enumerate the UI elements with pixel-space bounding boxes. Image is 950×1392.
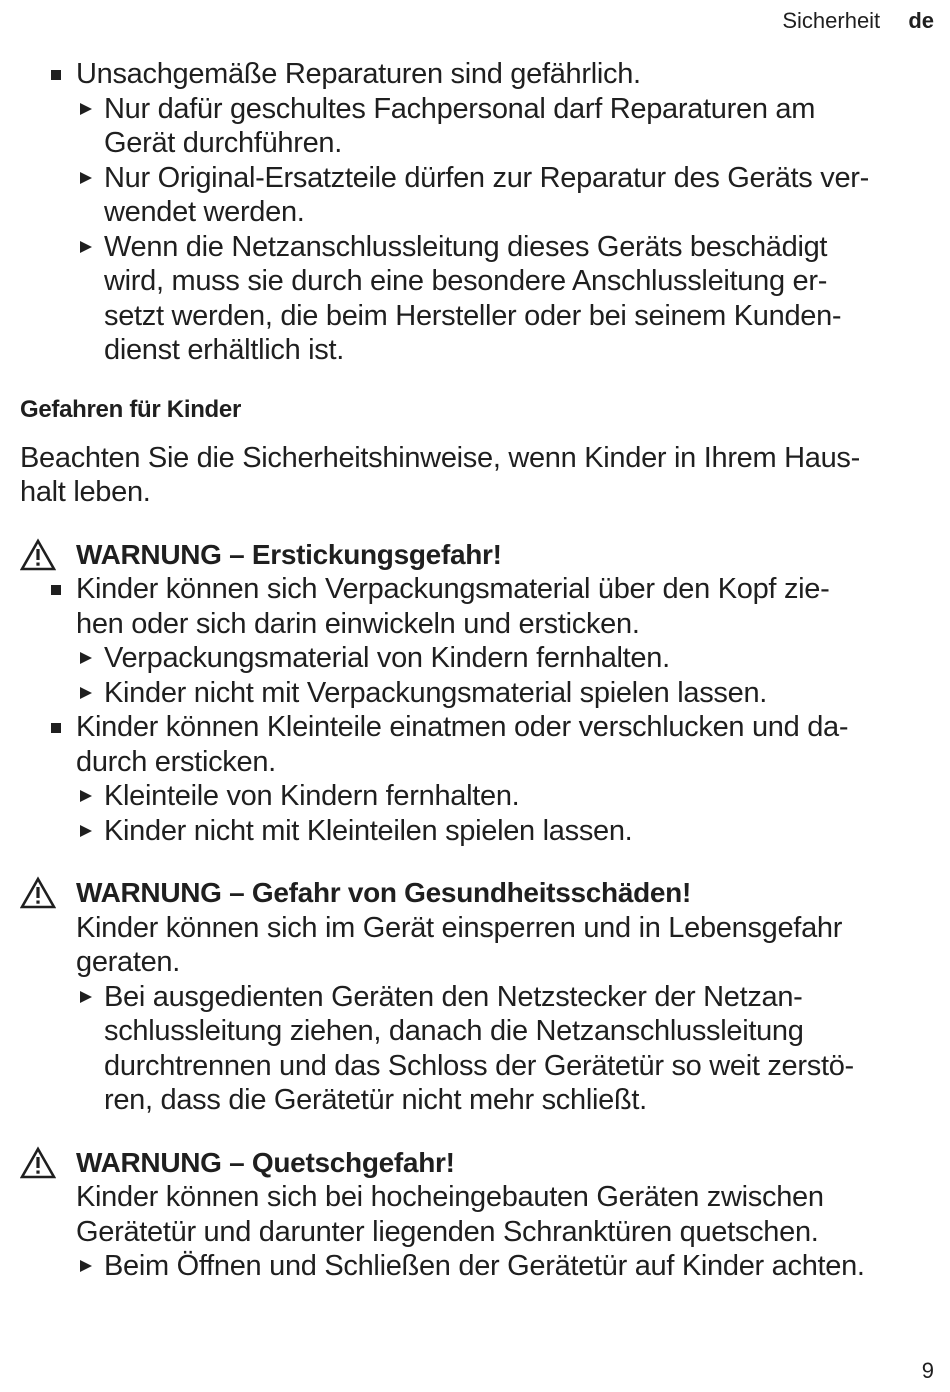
instruction-step [20,779,935,814]
warning-triangle-icon [20,876,76,911]
text-line: durchtrennen und das Schloss der Gerätetür so weit zerstö- [104,1049,854,1082]
step-text: Verpackungsmaterial von Kindern fernhalten. [104,642,670,674]
step-text: Kinder nicht mit Verpackungsmaterial spielen lassen. [104,676,768,709]
bullet-item [20,572,935,641]
page-header [782,8,934,34]
warning-triangle-icon [20,538,76,573]
instruction-step [20,676,935,711]
triangle-arrow-icon [20,1249,104,1284]
triangle-arrow-icon [20,676,104,711]
text-line: Nur dafür geschultes Fachpersonal darf Reparaturen am [104,92,816,125]
text-line: Kinder können sich Verpackungsmaterial über den Kopf zie- [76,573,830,605]
triangle-arrow-icon [20,779,104,814]
triangle-arrow-icon [20,814,104,849]
page-number: 9 [921,1358,934,1383]
text-line: geraten. [76,946,181,978]
triangle-arrow-icon [20,230,104,265]
instruction-step [20,1249,935,1284]
text-line: ren, dass die Gerätetür nicht mehr schließt. [104,1084,647,1116]
text-line: Wenn die Netzanschlussleitung dieses Geräts beschädigt [104,230,828,263]
triangle-arrow-icon [20,161,104,196]
bullet-item [20,710,935,779]
warning-heading [20,876,935,911]
text-line: halt leben. [20,476,151,508]
instruction-step [20,92,935,161]
section-heading: Gefahren für Kinder [20,395,241,423]
warning-description [20,1180,935,1249]
instruction-step [20,980,935,1118]
text-line: durch ersticken. [76,745,276,778]
instruction-step [20,641,935,676]
text-line: dienst erhältlich ist. [104,334,345,366]
section-title: Sicherheit [782,8,881,33]
instruction-step [20,814,935,849]
instruction-step [20,161,935,230]
step-text: Beim Öffnen und Schließen der Gerätetür auf Kinder achten. [104,1250,865,1282]
page-content [20,57,935,1284]
step-text: Kleinteile von Kindern fernhalten. [104,780,520,812]
triangle-arrow-icon [20,92,104,127]
warning-title: WARNUNG – Gefahr von Gesundheitsschäden! [76,877,691,908]
text-line: wird, muss sie durch eine besondere Anschlussleitung er- [104,265,828,297]
text-line: Gerät durchführen. [104,127,343,159]
bullet-item [20,57,935,92]
warning-title: WARNUNG – Quetschgefahr! [76,1146,455,1178]
text-line: Kinder können sich im Gerät einsperren und in Lebensgefahr [76,911,843,944]
triangle-arrow-icon [20,641,104,676]
warning-description [20,911,935,980]
square-bullet-icon [20,710,76,745]
square-bullet-icon [20,57,76,92]
instruction-step [20,230,935,368]
text-line: setzt werden, die beim Hersteller oder bei seinem Kunden- [104,299,842,332]
text-line: Beachten Sie die Sicherheitshinweise, wenn Kinder in Ihrem Haus- [20,441,860,474]
warning-triangle-icon [20,1146,76,1181]
text-line: Bei ausgedienten Geräten den Netzstecker der Netzan- [104,980,803,1013]
warning-title: WARNUNG – Erstickungsgefahr! [76,538,502,570]
triangle-arrow-icon [20,980,104,1015]
intro-paragraph [20,441,935,510]
bullet-text: Unsachgemäße Reparaturen sind gefährlich. [76,58,641,90]
language-code: de [908,8,934,33]
step-text: Kinder nicht mit Kleinteilen spielen lassen. [104,814,633,847]
text-line: Gerätetür und darunter liegenden Schranktüren quetschen. [76,1215,819,1248]
text-line: Kinder können Kleinteile einatmen oder verschlucken und da- [76,711,849,743]
square-bullet-icon [20,572,76,607]
text-line: Kinder können sich bei hocheingebauten Geräten zwischen [76,1181,824,1213]
text-line: Nur Original-Ersatzteile dürfen zur Reparatur des Geräts ver- [104,161,869,194]
warning-heading [20,538,935,573]
warning-heading [20,1146,935,1181]
text-line: hen oder sich darin einwickeln und ersticken. [76,607,640,640]
text-line: wendet werden. [104,196,305,228]
text-line: schlussleitung ziehen, danach die Netzanschlussleitung [104,1015,804,1047]
